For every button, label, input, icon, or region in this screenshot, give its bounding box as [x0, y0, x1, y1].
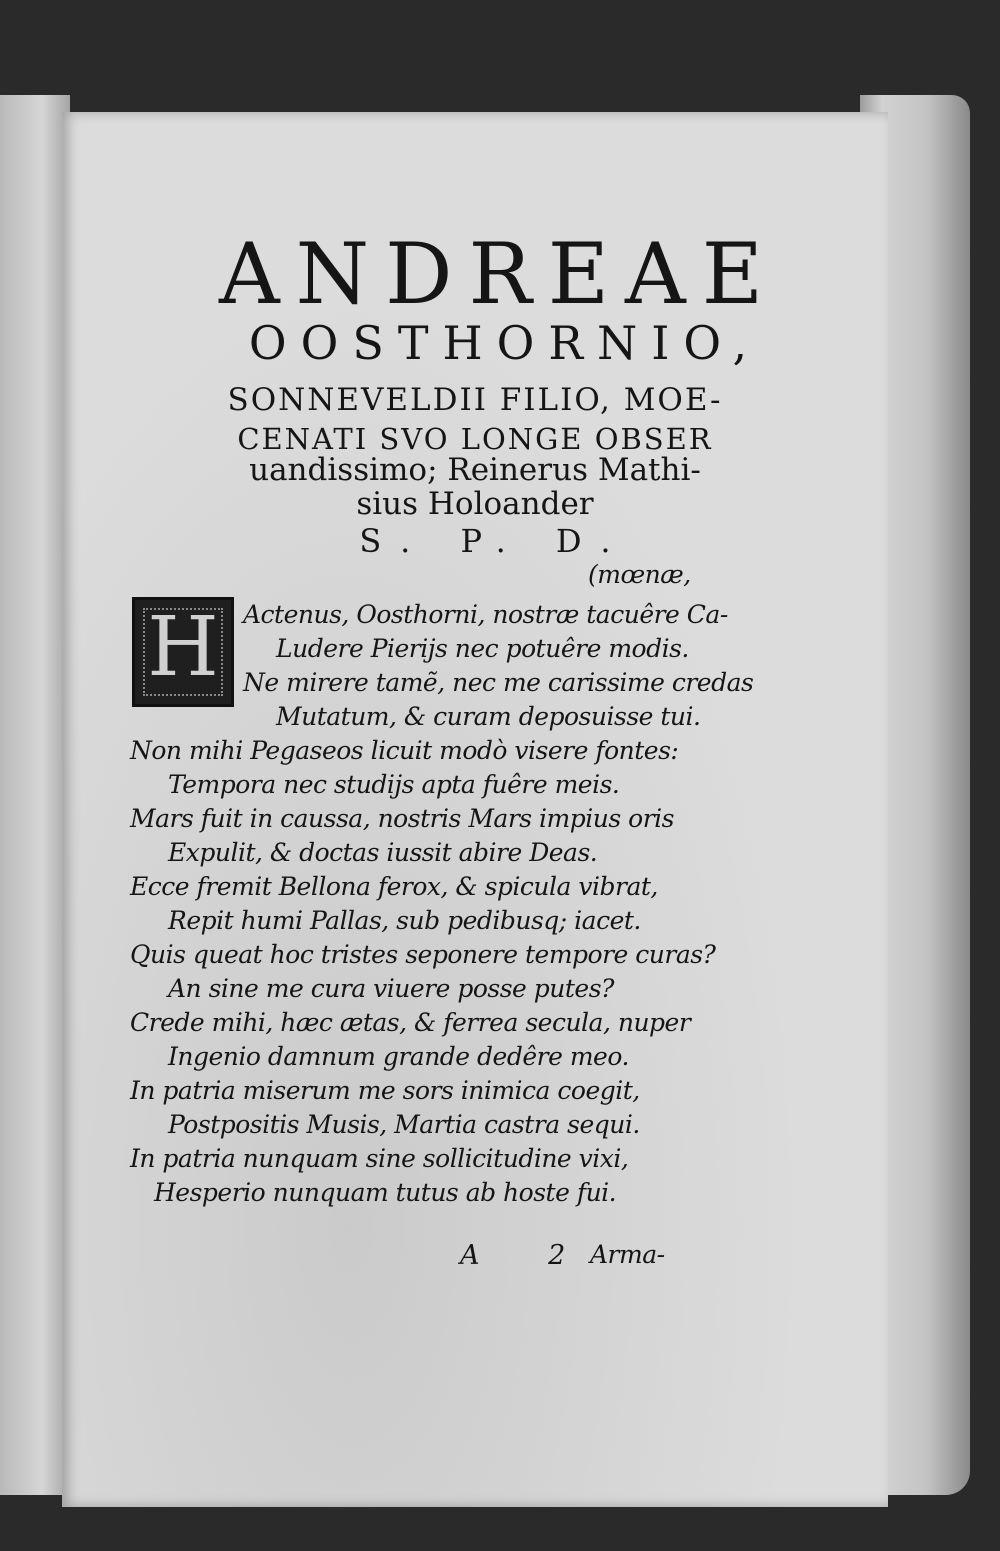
left-page-edge	[0, 95, 70, 1495]
verse-line: In patria nunquam sine sollicitudine vixi,	[130, 1144, 629, 1173]
title-line-4: CENATI SVO LONGE OBSER	[237, 422, 713, 456]
verse-line: (mœnæ,	[588, 560, 691, 589]
verse-line: In patria miserum me sors inimica coegit,	[130, 1076, 640, 1105]
title-line-6: sius Holoander	[356, 486, 594, 522]
verse-line: Expulit, & doctas iussit abire Deas.	[168, 838, 598, 867]
verse-line: Tempora nec studijs apta fuêre meis.	[168, 770, 620, 799]
verse-line: Non mihi Pegaseos licuit modò visere fontes:	[130, 736, 679, 765]
verse-line: Repit humi Pallas, sub pedibusq; iacet.	[168, 906, 641, 935]
verse-line: Ecce fremit Bellona ferox, & spicula vibrat,	[130, 872, 658, 901]
title-line-1: ANDREAE	[218, 225, 780, 323]
verse-line: Postpositis Musis, Martia castra sequi.	[168, 1110, 640, 1139]
verse-line: Crede mihi, hæc ætas, & ferrea secula, nuper	[130, 1008, 691, 1037]
verse-line: Hesperio nunquam tutus ab hoste fui.	[154, 1178, 617, 1207]
title-line-2: OOSTHORNIO,	[248, 316, 762, 370]
catchword: Arma-	[590, 1240, 665, 1269]
title-line-3: SONNEVELDII FILIO, MOE-	[227, 382, 723, 418]
drop-cap-letter: H	[147, 600, 219, 695]
verse-line: Ne mirere tamẽ, nec me carissime credas	[243, 668, 754, 697]
drop-cap	[132, 597, 234, 707]
verse-line: Ludere Pierijs nec potuêre modis.	[276, 634, 689, 663]
verse-line: Quis queat hoc tristes seponere tempore curas?	[130, 940, 716, 969]
verse-line: Actenus, Oosthorni, nostræ tacuêre Ca-	[243, 600, 728, 629]
title-line-5: uandissimo; Reinerus Mathi-	[249, 452, 701, 488]
signature-mark: A 2	[460, 1240, 596, 1271]
verse-line: Ingenio damnum grande dedêre meo.	[168, 1042, 629, 1071]
verse-line: An sine me cura viuere posse putes?	[168, 974, 614, 1003]
verse-line: Mars fuit in caussa, nostris Mars impius oris	[130, 804, 674, 833]
title-line-7: S. P. D.	[359, 522, 631, 560]
verse-line: Mutatum, & curam deposuisse tui.	[276, 702, 701, 731]
